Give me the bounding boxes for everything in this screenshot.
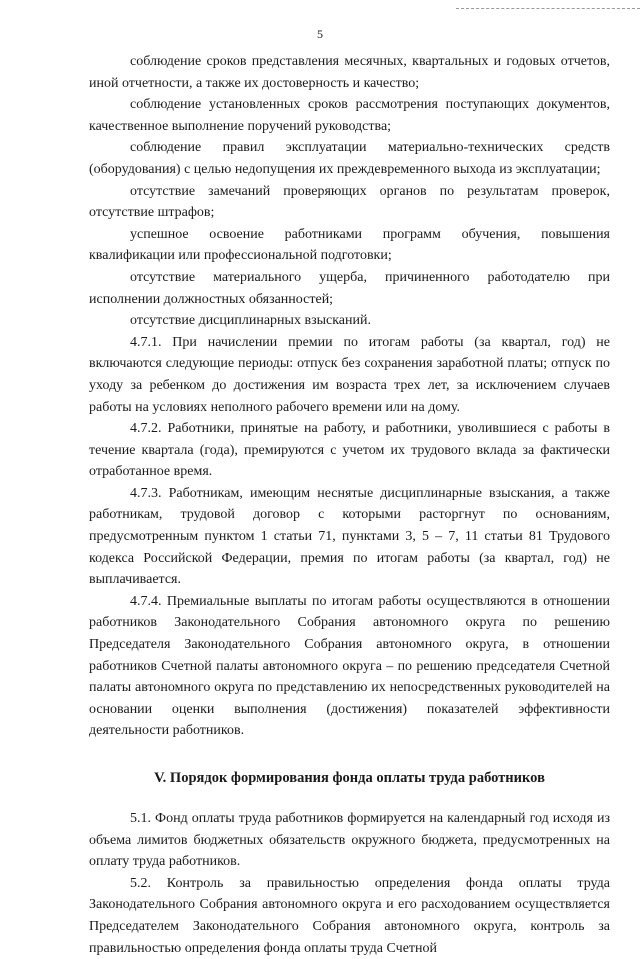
- paragraph: успешное освоение работниками программ обучения, повышения квалификации или профессиональной подготовки;: [89, 226, 610, 264]
- document-body: [89, 51, 610, 959]
- clause-4-7-3: 4.7.3. Работникам, имеющим неснятые дисциплинарные взыскания, а также работникам, трудовой договор с которыми расторгнут по основаниям, предусмотренным пунктом 1 статьи 71, пунктами 3, 5 – 7, 11 статьи 81 Трудового кодекса Российской Федерации, премия по итогам работы (за квартал, год) не выплачивается.: [89, 485, 610, 588]
- paragraph: соблюдение сроков представления месячных, квартальных и годовых отчетов, иной отчетности, а также их достоверность и качество;: [89, 54, 610, 91]
- clause-4-7-4: 4.7.4. Премиальные выплаты по итогам работы осуществляются в отношении работников Законодательного Собрания автономного округа по решению Председателя Законодательного Собрания автономного округа, в отношении работников Счетной палаты автономного округа – по решению председателя Счетной палаты автономного округа по представлению их непосредственных руководителей на основании оценки выполнения (достижения) показателей эффективности деятельности работников.: [89, 593, 610, 739]
- paragraph: отсутствие дисциплинарных взысканий.: [130, 313, 372, 329]
- clause-5-2: 5.2. Контроль за правильностью определения фонда оплаты труда Законодательного Собрания автономного округа и его расходованием осуществляется Председателем Законодательного Собрания автономного округа, контроль за правильностью определения фонда оплаты труда Счетной: [89, 875, 610, 956]
- paragraph: отсутствие замечаний проверяющих органов по результатам проверок, отсутствие штрафов;: [89, 183, 610, 221]
- clause-4-7-1: 4.7.1. При начислении премии по итогам работы (за квартал, год) не включаются следующие периоды: отпуск без сохранения заработной платы; отпуск по уходу за ребенком до достижения им возраста трех лет, за исключением случаев работы на условиях неполного рабочего времени или на дому.: [89, 334, 610, 415]
- paragraph: соблюдение установленных сроков рассмотрения поступающих документов, качественное выполнение поручений руководства;: [89, 97, 610, 134]
- section-heading: V. Порядок формирования фонда оплаты труда работников: [154, 770, 545, 786]
- clause-4-7-2: 4.7.2. Работники, принятые на работу, и работники, уволившиеся с работы в течение квартала (года), премируются с учетом их трудового вклада за фактически отработанное время.: [89, 421, 610, 480]
- page-number: 5: [317, 27, 323, 41]
- scan-artifact: [456, 8, 640, 11]
- paragraph: соблюдение правил эксплуатации материально-технических средств (оборудования) с целью недопущения их преждевременного выхода из эксплуатации;: [89, 140, 610, 177]
- paragraph: отсутствие материального ущерба, причиненного работодателю при исполнении должностных обязанностей;: [89, 269, 610, 307]
- clause-5-1: 5.1. Фонд оплаты труда работников формируется на календарный год исходя из объема лимитов бюджетных обязательств окружного бюджета, предусмотренных на оплату труда работников.: [89, 811, 610, 870]
